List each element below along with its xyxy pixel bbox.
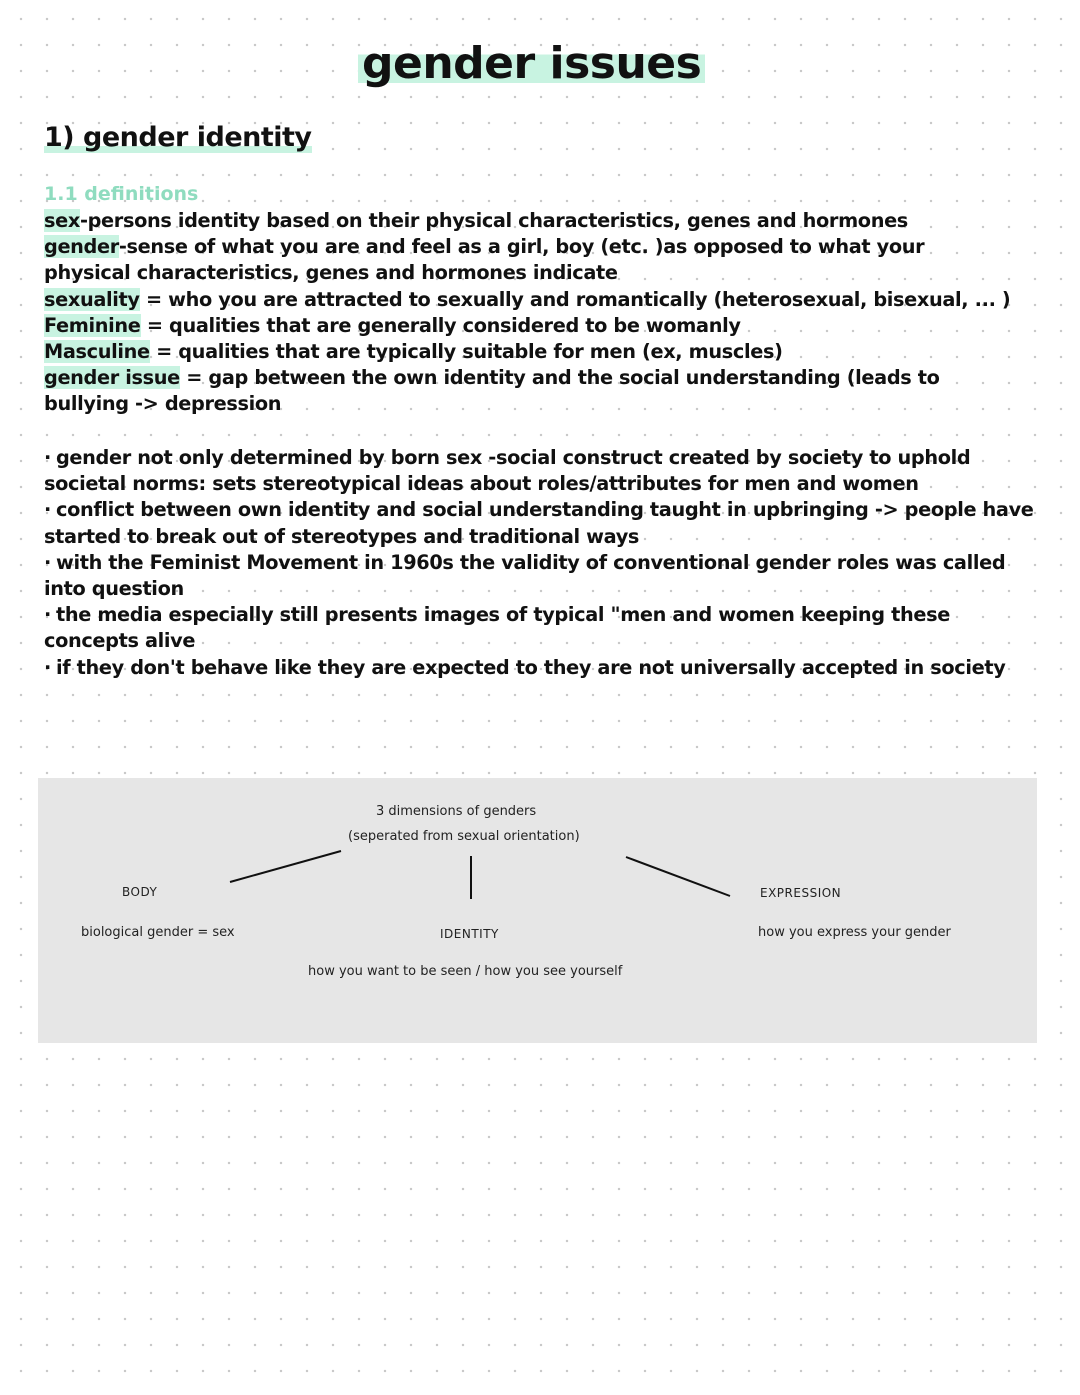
list-item: · with the Feminist Movement in 1960s the validity of conventional gender roles was called into question xyxy=(44,550,1006,601)
definition-text: = qualities that are generally considered to be womanly xyxy=(140,313,741,337)
definition-text: = qualities that are typically suitable for men (ex, muscles) xyxy=(149,340,783,364)
definition-line xyxy=(44,313,1034,339)
identity-description: how you want to be seen / how you see yourself xyxy=(308,964,623,979)
definition-line xyxy=(44,391,1034,417)
definition-term: Feminine xyxy=(44,313,141,337)
definition-term: sex xyxy=(44,209,80,232)
definition-text: = gap between the own identity and the social understanding (leads to xyxy=(179,366,940,390)
section-heading: 1) gender identity xyxy=(44,122,312,153)
definition-line xyxy=(44,287,1034,313)
definition-line xyxy=(44,365,1034,391)
diagram-subtitle: (seperated from sexual orientation) xyxy=(348,829,580,844)
identity-label: IDENTITY xyxy=(440,927,499,941)
definition-line xyxy=(44,260,1034,286)
definition-term: gender issue xyxy=(44,366,180,390)
connector-line-body xyxy=(230,851,341,882)
list-item: · if they don't behave like they are expected to they are not universally accepted in society xyxy=(44,655,1006,679)
diagram-connector-lines xyxy=(38,778,1037,1043)
bullet-list xyxy=(44,445,1034,681)
diagram-title: 3 dimensions of genders xyxy=(376,804,537,819)
definition-line xyxy=(44,339,1034,365)
page-title: gender issues xyxy=(358,38,705,89)
definitions-list xyxy=(44,208,1034,418)
definition-term: gender xyxy=(44,235,119,259)
definition-term: Masculine xyxy=(44,340,150,364)
definition-text: = who you are attracted to sexually and romantically (heterosexual, bisexual, ... ) xyxy=(139,287,1011,311)
definitions-subheading: 1.1 definitions xyxy=(44,183,199,205)
bullet-text: gender not only determined by born sex -social construct created by society to uphold societal norms: sets stereotypical ideas about roles/attributes for men and women xyxy=(44,446,971,496)
definition-text: physical characteristics, genes and hormones indicate xyxy=(44,261,618,285)
bullet-text: with the Feminist Movement in 1960s the validity of conventional gender roles was called into question xyxy=(44,550,1006,601)
expression-description: how you express your gender xyxy=(758,925,951,940)
body-label: BODY xyxy=(122,885,158,899)
list-item: · the media especially still presents images of typical "men and women keeping these concepts alive xyxy=(44,603,950,653)
connector-line-expression xyxy=(626,857,730,896)
body-description: biological gender = sex xyxy=(81,925,235,940)
list-item: · gender not only determined by born sex -social construct created by society to uphold societal norms: sets stereotypical ideas about roles/attributes for men and women xyxy=(44,446,971,496)
definition-term: sexuality xyxy=(44,287,140,311)
expression-label: EXPRESSION xyxy=(760,886,842,900)
bullet-text: conflict between own identity and social understanding taught in upbringing -> people have started to break out of stereotypes and traditional ways xyxy=(44,498,1034,548)
definition-text: bullying -> depression xyxy=(44,392,282,416)
bullet-text: if they don't behave like they are expected to they are not universally accepted in society xyxy=(55,655,1006,679)
definition-text: -sense of what you are and feel as a girl, boy (etc. )as opposed to what your xyxy=(118,235,925,259)
bullet-text: the media especially still presents images of typical "men and women keeping these concepts alive xyxy=(44,603,950,653)
definition-text: -persons identity based on their physical characteristics, genes and hormones xyxy=(79,209,908,232)
list-item: · conflict between own identity and social understanding taught in upbringing -> people have started to break out of stereotypes and traditional ways xyxy=(44,498,1034,548)
definition-line xyxy=(44,234,1034,260)
definition-line xyxy=(44,208,1034,234)
gender-dimensions-diagram xyxy=(38,778,1037,1043)
